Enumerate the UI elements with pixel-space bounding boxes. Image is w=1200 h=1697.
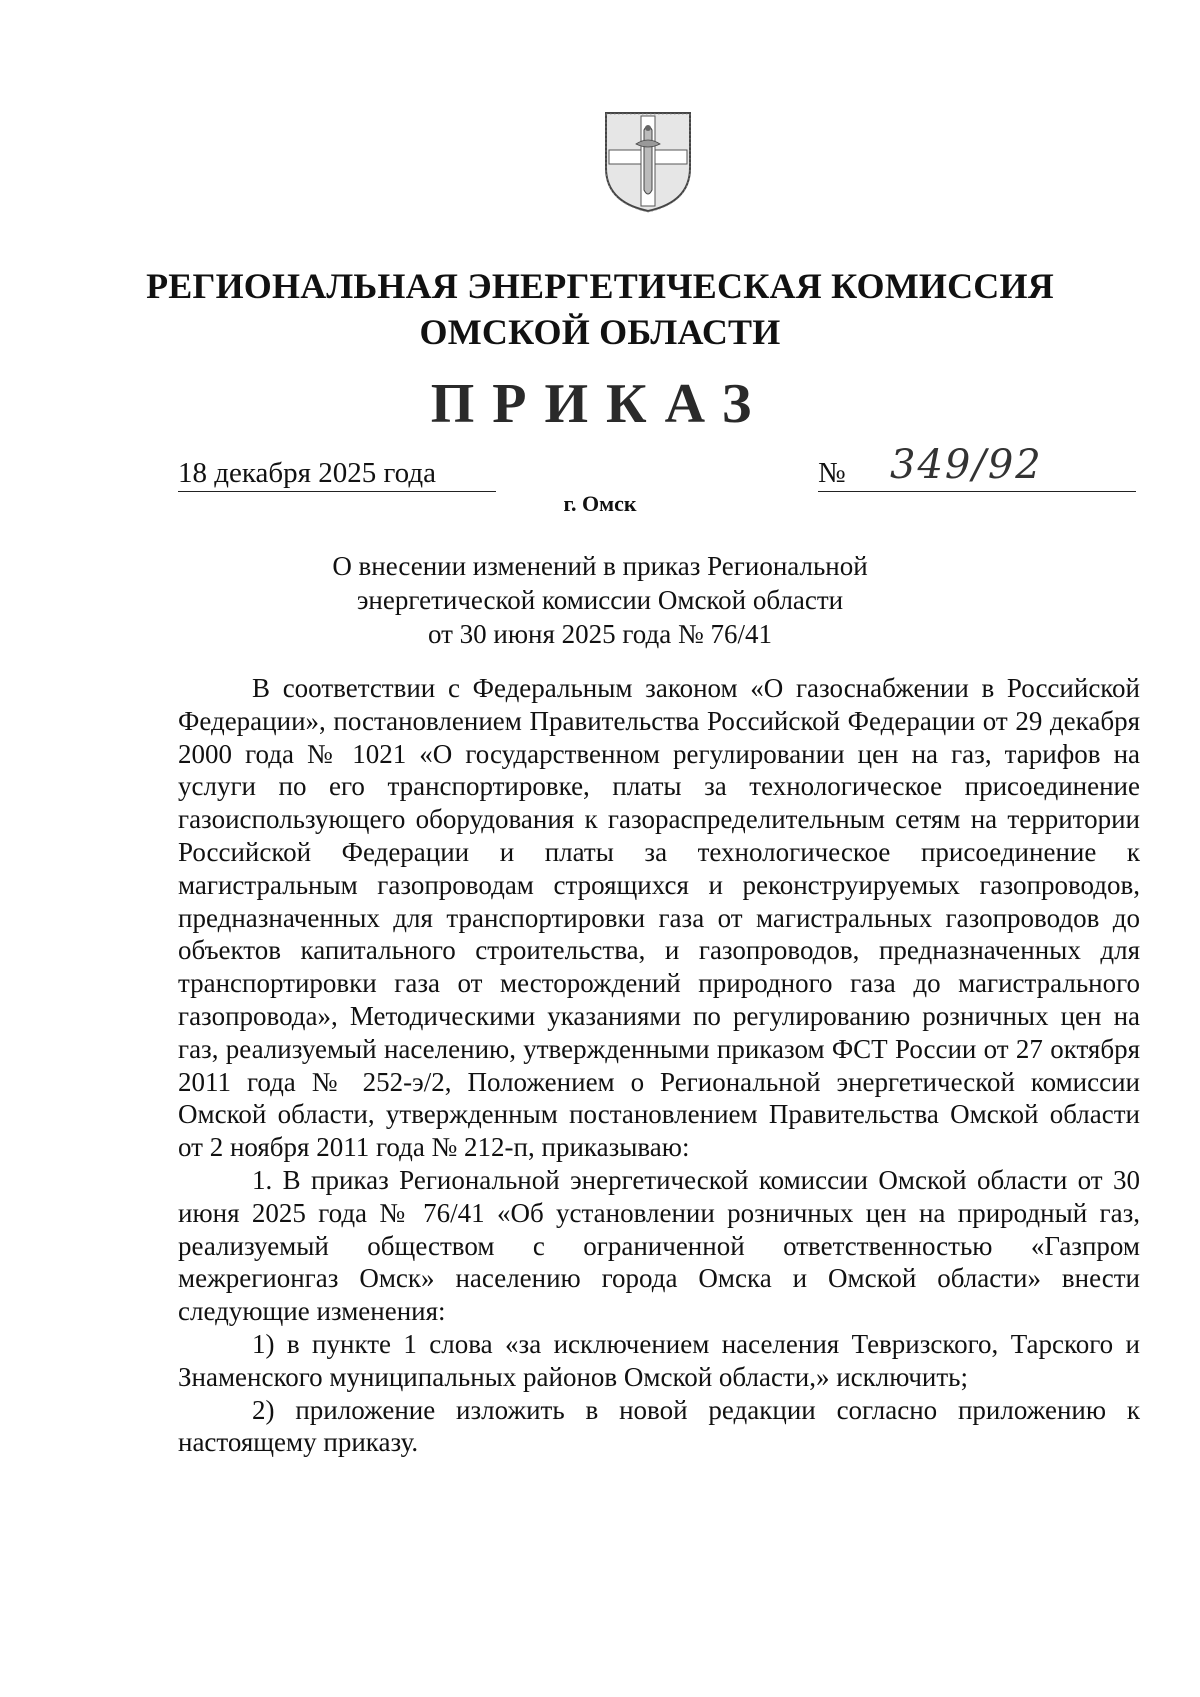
subject-line: от 30 июня 2025 года № 76/41	[427, 619, 773, 649]
document-date	[178, 455, 496, 492]
document-city: г. Омск	[563, 491, 637, 516]
subject-line: энергетической комиссии Омской области	[356, 585, 844, 615]
document-type-title: ПРИКАЗ	[430, 373, 770, 435]
body-paragraph: 2) приложение изложить в новой редакции согласно приложению к настоящему приказу.	[178, 1394, 1140, 1458]
organization-name-line1: РЕГИОНАЛЬНАЯ ЭНЕРГЕТИЧЕСКАЯ КОМИССИЯ	[146, 266, 1054, 306]
omsk-coat-of-arms-icon	[603, 110, 693, 214]
body-paragraph: В соответствии с Федеральным законом «О газоснабжении в Российской Федерации», постановлением Правительства Российской Федерации от 29 декабря 2000 года № 1021 «О государственном регулировании цен на газ, тарифов на услуги по его транспортировке, платы за технологическое присоединение газоиспользующего оборудования к газораспределительным сетям на территории Российской Федерации и платы за технологическое присоединение к магистральным газопроводам строящихся и реконструируемых газопроводов, предназначенных для транспортировки газа от магистральных газопроводов до объектов капитального строительства, и газопроводов, предназначенных для транспортировки газа от месторождений природного газа до магистрального газопровода», Методическими указаниями по регулированию розничных цен на газ, реализуемый населению, утвержденными приказом ФСТ России от 27 октября 2011 года № 252-э/2, Положением о Региональной энергетической комиссии Омской области, утвержденным постановлением Правительства Омской области от 2 ноября 2011 года № 212-п, приказываю:	[178, 673, 1140, 1163]
document-number-label: №	[818, 457, 846, 489]
document-date-text: 18 декабря 2025 года	[178, 457, 436, 489]
body-paragraph: 1. В приказ Региональной энергетической комиссии Омской области от 30 июня 2025 года № 76/41 «Об установлении розничных цен на природный газ, реализуемый обществом с ограниченной ответственностью «Газпром межрегионгаз Омск» населению города Омска и Омской области» внести следующие изменения:	[178, 1164, 1140, 1327]
organization-name-line2: ОМСКОЙ ОБЛАСТИ	[419, 312, 781, 352]
document-subject	[0, 549, 1200, 651]
body-paragraph: 1) в пункте 1 слова «за исключением населения Тевризского, Тарского и Знаменского муниципальных районов Омской области,» исключить;	[178, 1328, 1140, 1392]
document-number-value: 349/92	[890, 442, 1043, 488]
document-number	[818, 442, 1136, 492]
subject-line: О внесении изменений в приказ Региональной	[332, 551, 868, 581]
document-body	[178, 672, 1140, 1459]
